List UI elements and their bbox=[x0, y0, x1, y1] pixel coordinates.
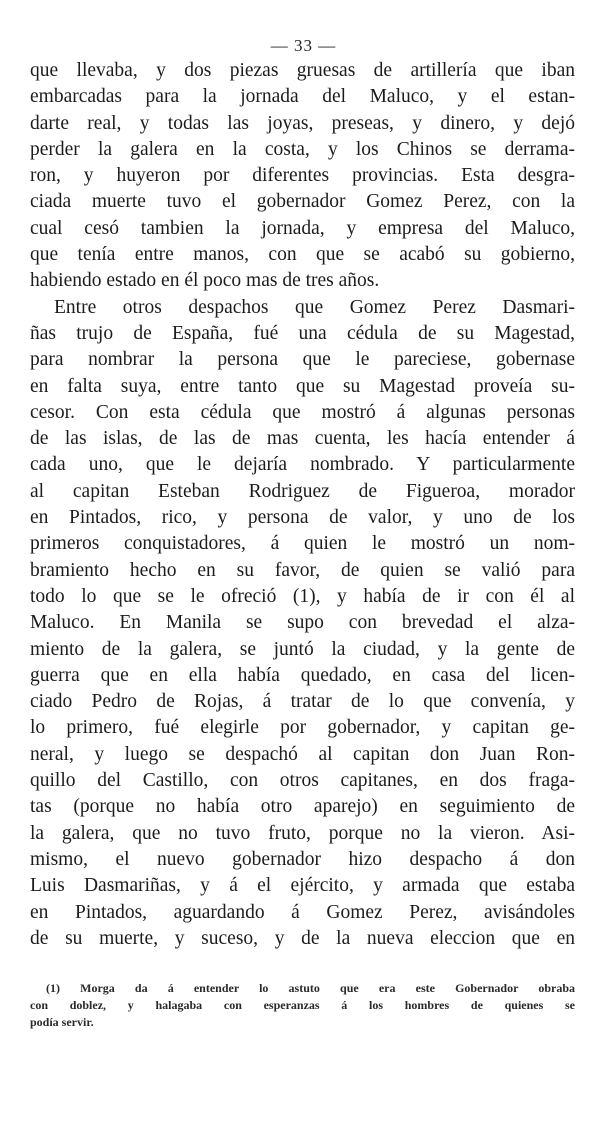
text-line: quillo del Castillo, con otros capitanes, en dos fraga- bbox=[30, 770, 575, 792]
text-line: darte real, y todas las joyas, preseas, y dinero, y dejó bbox=[30, 112, 575, 134]
text-line: cual cesó tambien la jornada, y empresa del Maluco, bbox=[30, 217, 575, 239]
text-line: tas (porque no había otro aparejo) en seguimiento de bbox=[30, 796, 575, 818]
text-line: Luis Dasmariñas, y á el ejército, y armada que estaba bbox=[30, 875, 575, 897]
text-line: cesor. Con esta cédula que mostró á algunas personas bbox=[30, 401, 575, 423]
text-line: la galera, que no tuvo fruto, porque no la vieron. Asi- bbox=[30, 822, 575, 844]
footnote-line: podía servir. bbox=[30, 1015, 94, 1029]
footnote bbox=[30, 980, 575, 1031]
page-number: — 33 — bbox=[270, 36, 337, 55]
text-line: miento de la galera, se juntó la ciudad, y la gente de bbox=[30, 638, 575, 660]
text-line: en Pintados, aguardando á Gomez Perez, avisándoles bbox=[30, 901, 575, 923]
footnote-line: con doblez, y halagaba con esperanzas á los hombres de quienes se bbox=[30, 998, 575, 1012]
text-line: de las islas, de las de mas cuenta, les hacía entender á bbox=[30, 428, 575, 450]
text-line: de su muerte, y suceso, y de la nueva eleccion que en bbox=[30, 927, 575, 949]
text-line: para nombrar la persona que le pareciese, gobernase bbox=[30, 349, 575, 371]
text-line: ron, y huyeron por diferentes provincias. Esta desgra- bbox=[30, 165, 575, 187]
text-line: ciada muerte tuvo el gobernador Gomez Perez, con la bbox=[30, 191, 575, 213]
text-line: neral, y luego se despachó al capitan don Juan Ron- bbox=[30, 743, 575, 765]
text-line: al capitan Esteban Rodriguez de Figueroa, morador bbox=[30, 480, 575, 502]
body-text bbox=[30, 58, 575, 952]
text-line: primeros conquistadores, á quien le mostró un nom- bbox=[30, 533, 575, 555]
paragraph-end-line: habiendo estado en él poco mas de tres años. bbox=[30, 270, 380, 292]
text-line: ñas trujo de España, fué una cédula de su Magestad, bbox=[30, 322, 575, 344]
text-line: guerra que en ella había quedado, en casa del licen- bbox=[30, 664, 575, 686]
text-line: embarcadas para la jornada del Maluco, y el estan- bbox=[30, 86, 575, 108]
text-line: en Pintados, rico, y persona de valor, y uno de los bbox=[30, 507, 575, 529]
paragraph-start-line: Entre otros despachos que Gomez Perez Dasmari- bbox=[54, 296, 575, 318]
text-line: todo lo que se le ofreció (1), y había de ir con él al bbox=[30, 585, 575, 607]
text-line: que llevaba, y dos piezas gruesas de artillería que iban bbox=[30, 60, 575, 81]
footnote-line: (1) Morga da á entender lo astuto que era este Gobernador obraba bbox=[46, 981, 575, 995]
text-line: Maluco. En Manila se supo con brevedad el alza- bbox=[30, 612, 575, 634]
text-line: cada uno, que le dejaría nombrado. Y particularmente bbox=[30, 454, 575, 476]
text-line: lo primero, fué elegirle por gobernador, y capitan ge- bbox=[30, 717, 575, 739]
text-line: mismo, el nuevo gobernador hizo despacho á don bbox=[30, 848, 575, 870]
text-line: en falta suya, entre tanto que su Magestad proveía su- bbox=[30, 375, 575, 397]
text-line: perder la galera en la costa, y los Chinos se derrama- bbox=[30, 138, 575, 160]
text-line: ciado Pedro de Rojas, á tratar de lo que convenía, y bbox=[30, 691, 575, 713]
text-line: que tenía entre manos, con que se acabó su gobierno, bbox=[30, 244, 575, 266]
text-line: bramiento hecho en su favor, de quien se valió para bbox=[30, 559, 575, 581]
